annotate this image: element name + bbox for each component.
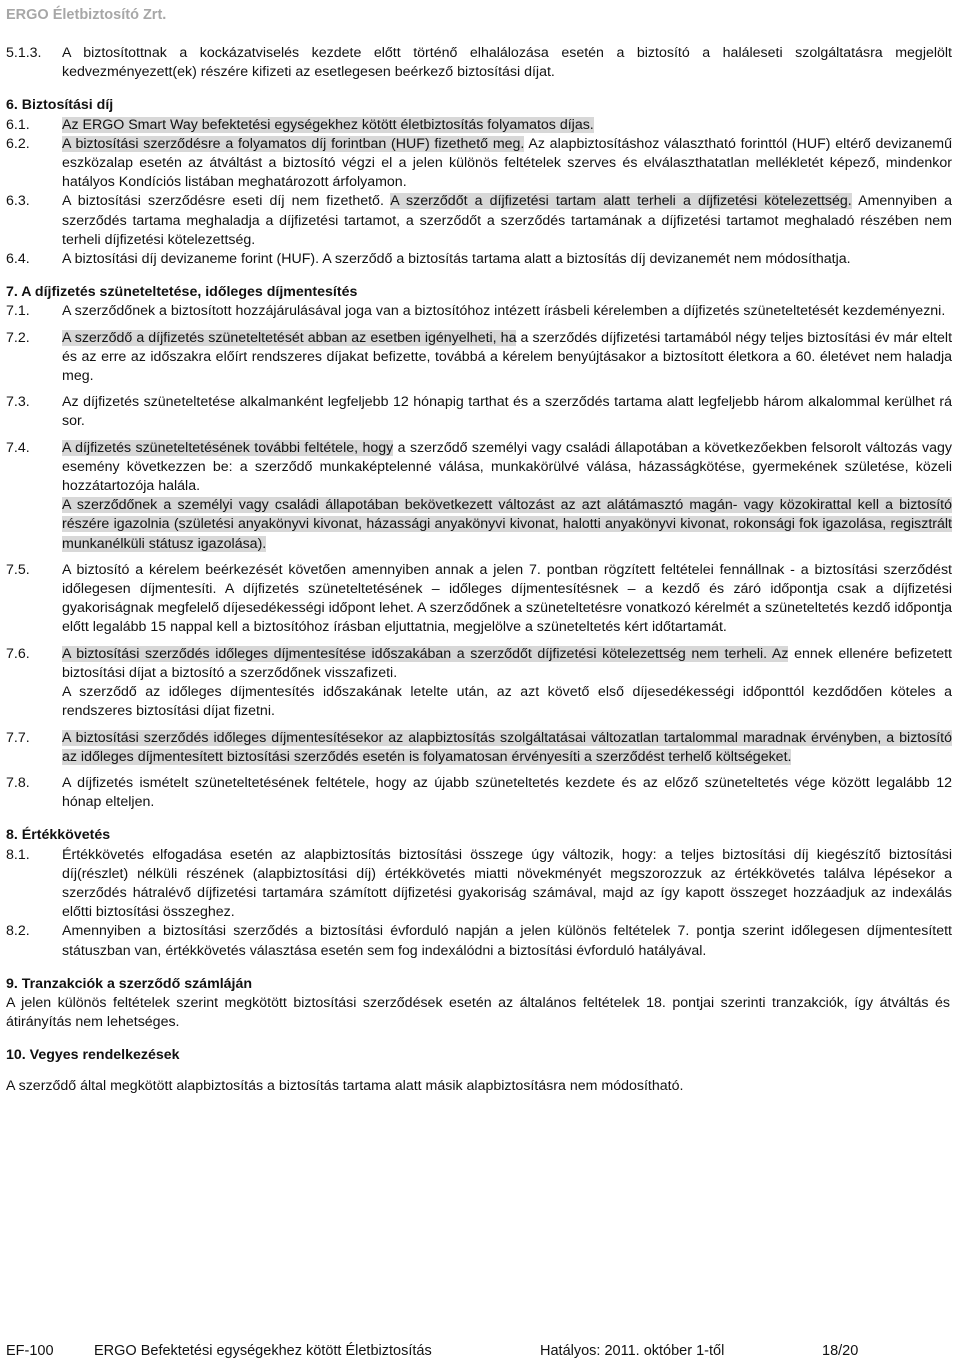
footer-effective-date: Hatályos: 2011. október 1-től	[540, 1343, 725, 1359]
clause-number: 7.7.	[6, 729, 30, 746]
clause-number: 7.8.	[6, 774, 30, 791]
section-8-heading: 8. Értékkövetés	[6, 827, 111, 844]
section-6-heading: 6. Biztosítási díj	[6, 97, 114, 114]
clause-text: A szerződő az időleges díjmentesítés időszakának letelte után, az azt követő első díjesedékességi időponttól kezdődően köteles a rendszeres biztosítási díjat fizetni.	[62, 684, 952, 720]
highlighted-text: A biztosítási szerződés időleges díjmentesítése időszakában a szerződőt díjfizetési kötelezettség nem terheli. Az	[62, 645, 789, 662]
clause-7-7	[0, 729, 956, 767]
highlighted-text: A szerződő a díjfizetés szüneteltetését abban az esetben igényelheti, ha	[62, 329, 517, 346]
clause-7-8	[0, 774, 956, 812]
clause-text: A biztosítási szerződésre eseti díj nem fizethető.	[62, 193, 391, 210]
clause-number: 7.3.	[6, 394, 30, 411]
highlighted-text: A biztosítási szerződés időleges díjmentesítésekor az alapbiztosítás szolgáltatásai változatlan tartalommal maradnak érvényben, a biztosító az időleges díjmentesített biztosítási szerződés esetén is folyamatosan érvényesíti a szerződést terhelő költségeket.	[62, 729, 952, 765]
clause-7-2	[0, 329, 956, 387]
clause-text: A szerződőnek a biztosított hozzájárulásával joga van a biztosítóhoz intézett írásbeli kérelemben a díjfizetés szüneteltetését kezdeményezni.	[62, 303, 946, 320]
clause-text: A biztosító a kérelem beérkezését követően amennyiben annak a jelen 7. pontban rögzített feltételei fennállnak - a biztosítási szerződést időlegesen díjmentesíti. A díjfizetés szüneteltetésének – időleges díjmentesítésnek – a kezdő és záró időpontja csak a díjfizetési gyakoriságnak megfelelő díjesedékességi időpont lehet. A szerződőnek a szüneteltetésre vonatkozó kérelmét a szüneteltetés kezdő időpontja előtt legalább 15 nappal kell a biztosítóhoz írásban eljuttatnia, megjelölve a szüneteltetés kért időtartamát.	[62, 561, 952, 636]
clause-text: A biztosítottnak a kockázatviselés kezdete előtt történő elhalálozása esetén a biztosító a haláleseti szolgáltatásra megjelölt kedvezményezett(ek) részére kifizeti az esetlegesen beérkező biztosítási díjat.	[62, 45, 952, 81]
clause-text: Amennyiben a biztosítási szerződés a biztosítási évforduló napján a jelen különös feltételek 7. pontja szerint időlegesen díjmentesített státuszban van, értékkövetés választása esetén sem fog indexálódni a biztosítási évforduló hatályával.	[62, 923, 952, 959]
section-9-heading: 9. Tranzakciók a szerződő számláján	[6, 975, 253, 992]
highlighted-text: Az ERGO Smart Way befektetési egységekhez kötött életbiztosítás folyamatos díjas.	[62, 116, 594, 133]
clause-text: a szerződés díjfizetési tartamából négy teljes biztosítási év már eltelt és az erre az időszakra előírt rendszeres díjakat befizette, továbbá a kérelem benyújtásakor a biztosított életkora a 60. életévet nem haladja meg.	[62, 329, 953, 385]
clause-text: a szerződő személyi vagy családi állapotában a következőekben felsorolt változás vagy esemény következzen be: a szerződő munkaképtelenné válása, munkakörülvé válása, házasságkötése, gyermekének születése, közeli hozzátartozója halála.	[62, 439, 952, 495]
company-header: ERGO Életbiztosító Zrt.	[6, 7, 167, 23]
clause-number: 6.2.	[6, 135, 30, 152]
clause-7-3	[0, 393, 956, 431]
clause-7-4	[0, 439, 956, 554]
clause-7-1	[0, 302, 956, 321]
clause-number: 8.2.	[6, 923, 30, 940]
clause-7-6	[0, 645, 956, 722]
highlighted-text: A díjfizetés szüneteltetésének további feltétele, hogy	[62, 439, 394, 456]
highlighted-text: A biztosítási szerződésre a folyamatos díj forintban (HUF) fizethető meg.	[62, 135, 525, 152]
clause-number: 7.6.	[6, 645, 30, 662]
section-10-text: A szerződő által megkötött alapbiztosítás a biztosítás tartama alatt másik alapbiztosításra nem módosítható.	[6, 1077, 684, 1094]
clause-number: 6.4.	[6, 251, 30, 268]
clause-6-3	[0, 192, 956, 250]
clause-6-2	[0, 135, 956, 193]
clause-text: Értékkövetés elfogadása esetén az alapbiztosítás biztosítási összege úgy változik, hogy: a teljes biztosítási díj kiegészítő biztosítási díj(részlet) nélküli részének (alapbiztosítási díj) értékkövetés miatti növekményét megszorozzuk az értékkövetés találva lépésekor a szerződés hátralévő díjfizetési tartamára számított díjfizetési gyakoriság számával, majd az így kapott összeget hozzáadjuk az indexálás előtti biztosítási összeghez.	[62, 846, 952, 921]
clause-text: A díjfizetés ismételt szüneteltetésének feltétele, hogy az újabb szüneteltetés kezdete és az előző szüneteltetés vége között legalább 12 hónap elteljen.	[62, 774, 952, 811]
clause-5-1-3	[0, 44, 956, 82]
document-body	[0, 44, 960, 1096]
section-9-text: A jelen különös feltételek szerint megkötött biztosítási szerződések esetén az általános feltételek 18. pontjai szerinti tranzakciók, így átváltás és átirányítás nem lehetséges.	[6, 994, 950, 1031]
clause-text: Az díjfizetés szüneteltetése alkalmanként legfeljebb 12 hónapig tarthat és a szerződés tartama alatt legfeljebb három alkalommal kerülhet rá sor.	[62, 394, 952, 430]
clause-number: 6.1.	[6, 116, 30, 133]
clause-number: 7.5.	[6, 561, 30, 578]
section-10-heading: 10. Vegyes rendelkezések	[6, 1047, 180, 1064]
footer-document-title: ERGO Befektetési egységekhez kötött Életbiztosítás	[94, 1343, 432, 1359]
footer-page-number: 18/20	[822, 1343, 859, 1359]
clause-7-5	[0, 561, 956, 638]
clause-6-4	[0, 250, 956, 269]
clause-number: 7.4.	[6, 439, 30, 456]
clause-number: 5.1.3.	[6, 45, 42, 61]
clause-number: 8.1.	[6, 846, 30, 863]
footer-code: EF-100	[6, 1343, 54, 1359]
clause-number: 7.1.	[6, 303, 30, 320]
clause-number: 7.2.	[6, 329, 30, 346]
clause-text: Az alapbiztosításhoz választható forinttól (HUF) eltérő devizanemű eszközalap esetén az átváltást a biztosító végzi el a jelen különös feltételek szerves és elválaszthatatlan mellékletét képező, mindenkor hatályos Kondíciós listában meghatározott árfolyamon.	[62, 135, 953, 191]
clause-text: Amennyiben a szerződés tartama meghaladja a díjfizetési tartamot, a szerződőt a szerződés tartamának a díjfizetési tartamot meghaladó részében nem terheli díjfizetési kötelezettség.	[62, 193, 952, 248]
section-7-heading: 7. A díjfizetés szüneteltetése, időleges díjmentesítés	[6, 284, 358, 301]
clause-number: 6.3.	[6, 193, 30, 210]
clause-text: ennek ellenére befizetett biztosítási díjat a biztosító a szerződőnek visszafizeti.	[62, 645, 952, 681]
highlighted-text: A szerződőnek a személyi vagy családi állapotában bekövetkezett változást az azt alátámasztó magán- vagy közokirattal kell a biztosító részére igazolnia (születési anyakönyvi kivonat, házassági anyakönyvi kivonat, halotti anyakönyvi kivonat, rokonsági fok igazolása, regisztrált munkanélküli státusz igazolása).	[62, 497, 952, 552]
clause-8-2	[0, 922, 956, 960]
clause-6-1	[0, 116, 956, 135]
clause-text: A biztosítási díj devizaneme forint (HUF). A szerződő a biztosítás tartama alatt a biztosítás díj devizanemét nem módosíthatja.	[62, 251, 851, 268]
highlighted-text: A szerződőt a díjfizetési tartam alatt terheli a díjfizetési kötelezettség.	[390, 193, 852, 210]
clause-8-1	[0, 846, 956, 923]
